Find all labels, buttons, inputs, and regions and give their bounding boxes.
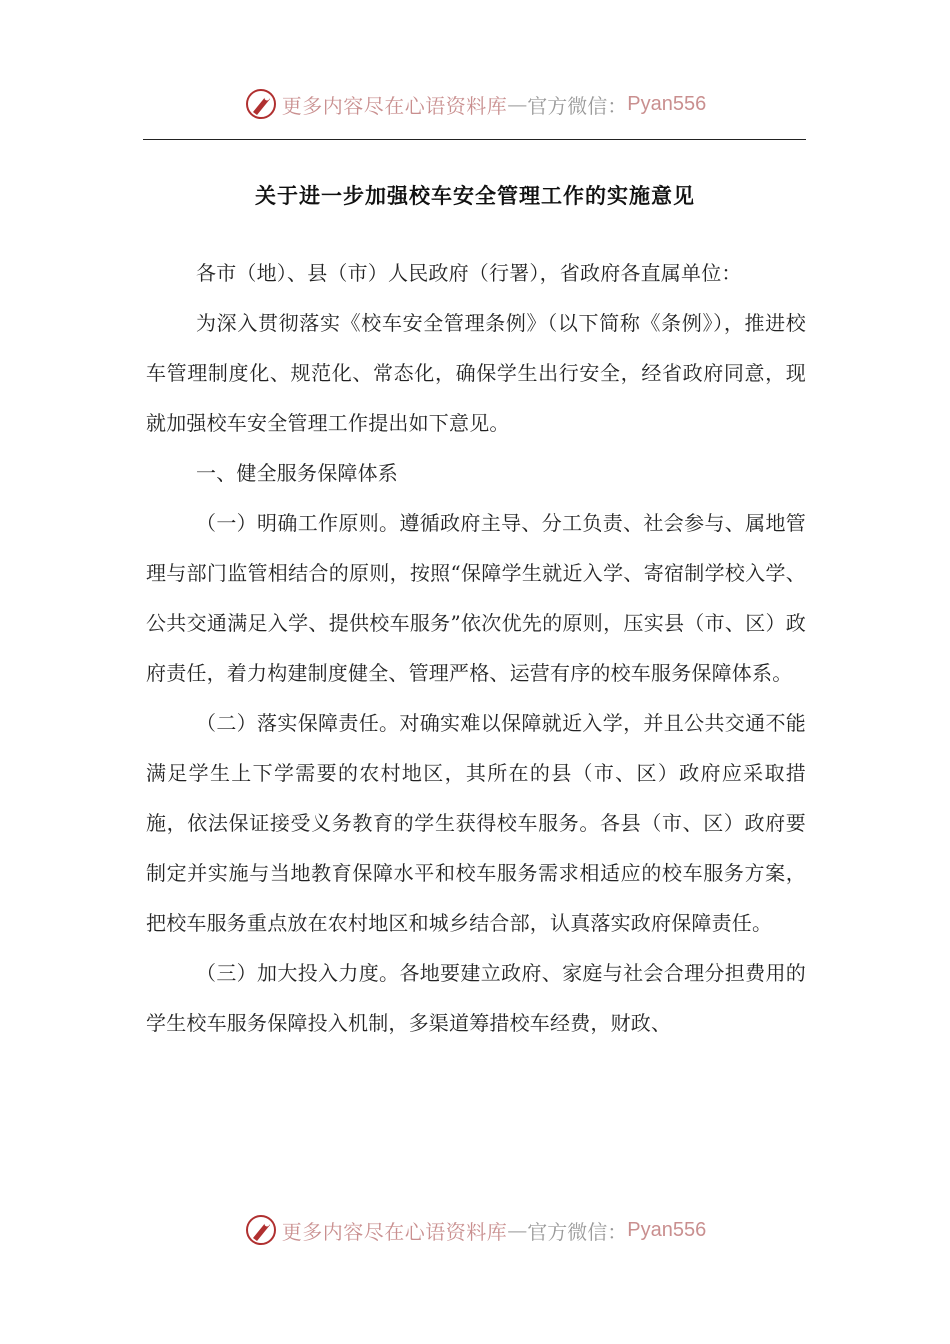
promo-text: 更多内容尽在心语资料库 bbox=[281, 1219, 508, 1244]
document-body bbox=[146, 248, 806, 1048]
wechat-id: Pyan556 bbox=[627, 1218, 707, 1241]
wechat-label: 官方微信： bbox=[527, 1219, 628, 1244]
pen-nib-icon bbox=[244, 87, 278, 121]
body-paragraph: （一）明确工作原则。遵循政府主导、分工负责、社会参与、属地管理与部门监管相结合的原则，按照“保障学生就近入学、寄宿制学校入学、公共交通满足入学、提供校车服务”依次优先的原则，压实县（市、区）政府责任，着力构建制度健全、管理严格、运营有序的校车服务保障体系。 bbox=[146, 511, 806, 685]
section-heading: 一、健全服务保障体系 bbox=[196, 461, 398, 485]
footer-banner bbox=[0, 1210, 950, 1250]
body-paragraph: （三）加大投入力度。各地要建立政府、家庭与社会合理分担费用的学生校车服务保障投入机制，多渠道筹措校车经费，财政、 bbox=[146, 961, 806, 1035]
pen-nib-icon bbox=[244, 1213, 278, 1247]
header-divider bbox=[143, 139, 806, 140]
header-banner bbox=[0, 84, 950, 124]
salutation-paragraph: 各市（地）、县（市）人民政府（行署），省政府各直属单位： bbox=[196, 261, 742, 285]
wechat-label: 官方微信： bbox=[527, 93, 628, 118]
banner-separator: — bbox=[507, 1218, 528, 1242]
body-paragraph: （二）落实保障责任。对确实难以保障就近入学，并且公共交通不能满足学生上下学需要的农村地区，其所在的县（市、区）政府应采取措施，依法保证接受义务教育的学生获得校车服务。各县（市、区）政府要制定并实施与当地教育保障水平和校车服务需求相适应的校车服务方案，把校车服务重点放在农村地区和城乡结合部，认真落实政府保障责任。 bbox=[146, 711, 806, 935]
wechat-id: Pyan556 bbox=[627, 92, 707, 115]
intro-paragraph: 为深入贯彻落实《校车安全管理条例》（以下简称《条例》），推进校车管理制度化、规范化、常态化，确保学生出行安全，经省政府同意，现就加强校车安全管理工作提出如下意见。 bbox=[146, 311, 806, 435]
promo-text: 更多内容尽在心语资料库 bbox=[281, 93, 508, 118]
document-title: 关于进一步加强校车安全管理工作的实施意见 bbox=[255, 184, 695, 208]
banner-separator: — bbox=[507, 92, 528, 116]
